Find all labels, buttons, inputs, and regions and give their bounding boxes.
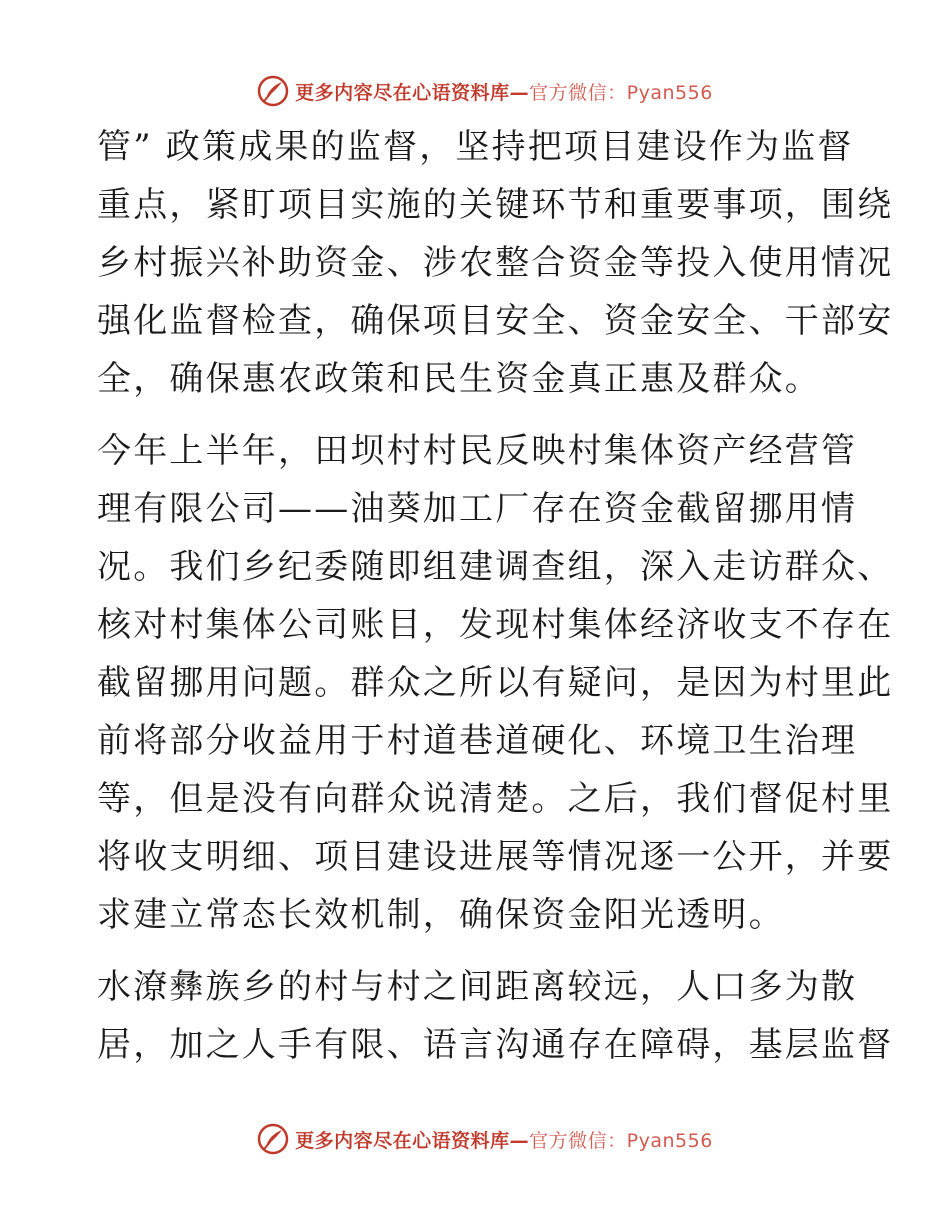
text-line: 乡村振兴补助资金、涉农整合资金等投入使用情况: [97, 243, 894, 283]
footer-watermark: [0, 1119, 950, 1159]
quill-logo-icon: [257, 1123, 289, 1155]
text-line: 理有限公司——油葵加工厂存在资金截留挪用情: [97, 489, 858, 529]
paragraph: [97, 958, 894, 1074]
paragraph: [97, 422, 894, 944]
text-line: 将收支明细、项目建设进展等情况逐一公开，并要: [97, 837, 894, 877]
text-line: 前将部分收益用于村道巷道硬化、环境卫生治理: [97, 721, 858, 761]
text-line: 等，但是没有向群众说清楚。之后，我们督促村里: [97, 779, 894, 819]
text-line: 今年上半年，田坝村村民反映村集体资产经营管: [97, 431, 858, 471]
text-line: 核对村集体公司账目，发现村集体经济收支不存在: [97, 605, 894, 645]
text-line: 全，确保惠农政策和民生资金真正惠及群众。: [97, 359, 821, 399]
document-body: [97, 118, 894, 1088]
text-line: 重点，紧盯项目实施的关键环节和重要事项，围绕: [97, 185, 894, 225]
header-watermark: [0, 71, 950, 111]
watermark-text: 更多内容尽在心语资料库—官方微信：Pyan556: [295, 81, 713, 104]
paragraph: [97, 118, 894, 408]
watermark-text: 更多内容尽在心语资料库—官方微信：Pyan556: [295, 1129, 713, 1152]
text-line: 求建立常态长效机制，确保资金阳光透明。: [97, 895, 785, 935]
text-line: 管” 政策成果的监督，坚持把项目建设作为监督: [97, 127, 854, 167]
text-line: 水潦彝族乡的村与村之间距离较远，人口多为散: [97, 967, 858, 1007]
text-line: 况。我们乡纪委随即组建调查组，深入走访群众、: [97, 547, 894, 587]
quill-logo-icon: [257, 75, 289, 107]
text-line: 截留挪用问题。群众之所以有疑问，是因为村里此: [97, 663, 894, 703]
text-line: 强化监督检查，确保项目安全、资金安全、干部安: [97, 301, 894, 341]
text-line: 居，加之人手有限、语言沟通存在障碍，基层监督: [97, 1025, 894, 1065]
